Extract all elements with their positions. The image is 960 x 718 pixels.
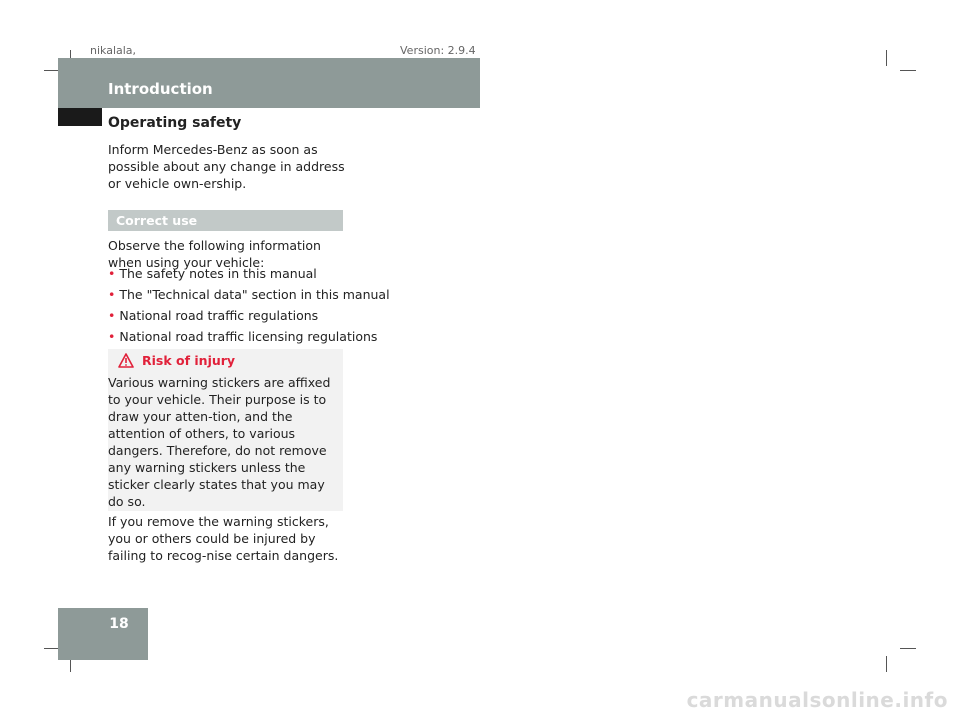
correct-use-list xyxy=(108,265,390,349)
page-number: 18 xyxy=(109,616,129,632)
correct-use-lead: Observe the following information when using your vehicle: xyxy=(108,238,321,270)
bullet-icon: • xyxy=(108,329,116,344)
correct-use-heading: Correct use xyxy=(116,213,198,228)
warning-paragraph: Various warning stickers are affixed to your vehicle. Their purpose is to draw your atten-tion, and the attention of others, to various dangers. Therefore, do not remove any warning stickers unless the sticker clearly states that you may do so. xyxy=(108,375,331,509)
chapter-title: Introduction xyxy=(108,80,213,98)
warning-title: Risk of injury xyxy=(142,353,236,368)
meta-version: Version: 2.9.4 xyxy=(400,44,476,57)
warning-paragraph: If you remove the warning stickers, you or others could be injured by failing to recog-nise certain dangers. xyxy=(108,514,339,563)
section-tab-marker xyxy=(58,108,102,126)
section-title: Operating safety xyxy=(108,115,242,131)
crop-mark xyxy=(900,70,916,71)
bullet-icon: • xyxy=(108,308,116,323)
warning-body xyxy=(108,374,343,567)
bullet-icon: • xyxy=(108,287,116,302)
warning-triangle-icon xyxy=(118,353,134,368)
correct-use-heading-bar xyxy=(108,210,343,231)
intro-paragraph: Inform Mercedes-Benz as soon as possible about any change in address or vehicle own-ership. xyxy=(108,142,345,191)
bullet-icon: • xyxy=(108,266,116,281)
page-number-tab xyxy=(58,608,148,660)
list-item: • The safety notes in this manual xyxy=(108,266,317,281)
crop-mark xyxy=(900,648,916,649)
warning-box xyxy=(108,349,343,563)
list-item: • National road traffic licensing regulations xyxy=(108,329,378,344)
crop-mark xyxy=(886,656,887,672)
list-item: • The "Technical data" section in this manual xyxy=(108,287,390,302)
warning-header xyxy=(118,353,235,368)
meta-author: nikalala, xyxy=(90,44,137,57)
list-item: • National road traffic regulations xyxy=(108,308,319,323)
watermark: carmanualsonline.info xyxy=(686,688,948,712)
crop-mark xyxy=(886,50,887,66)
